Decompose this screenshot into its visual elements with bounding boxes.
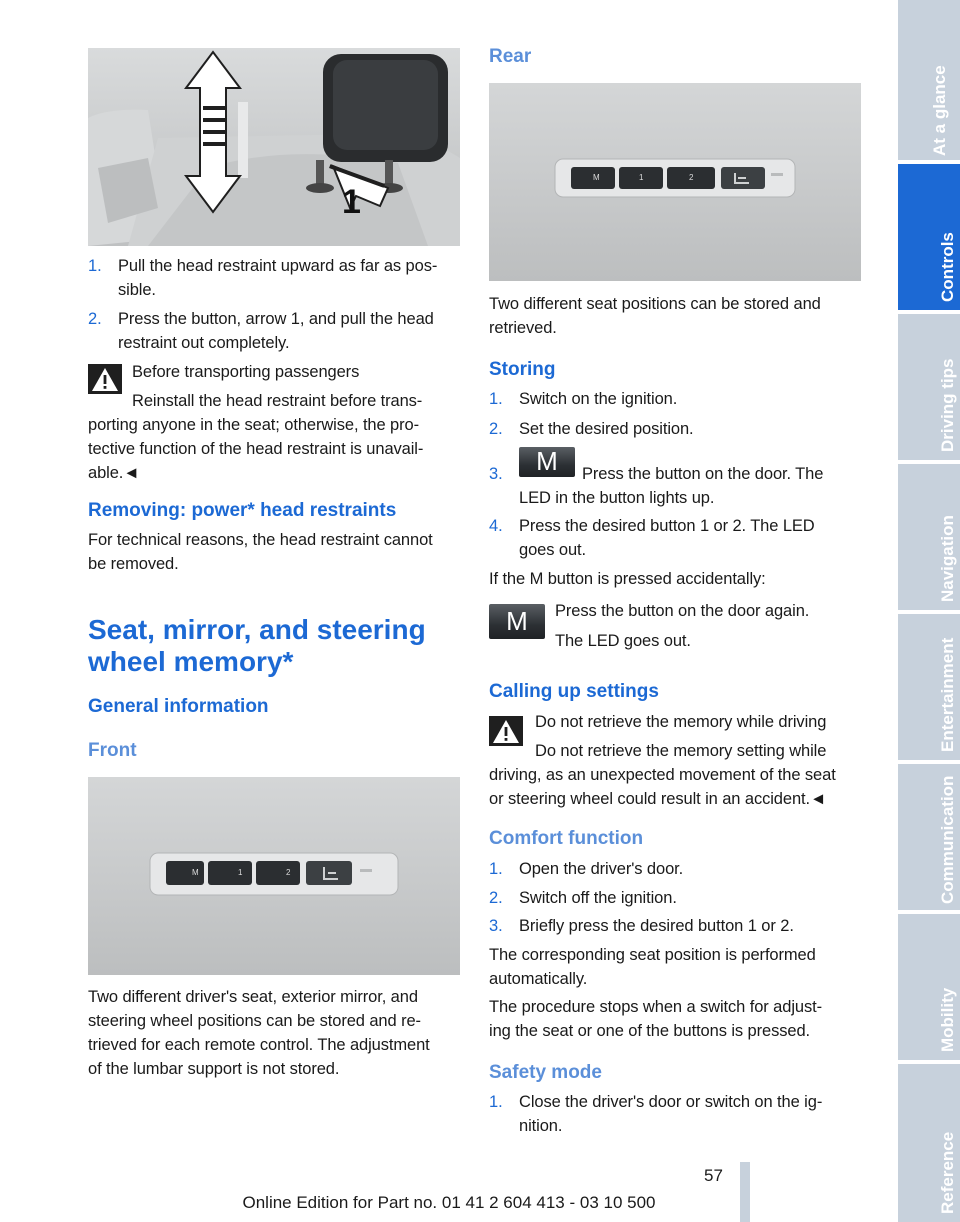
step-line: Switch on the ignition. [519, 390, 678, 408]
headrest-photo [88, 48, 460, 246]
step-line: Switch off the ignition. [519, 889, 677, 907]
step-line: nition. [519, 1117, 563, 1135]
tab-driving-tips[interactable]: Driving tips [898, 314, 960, 460]
text-line: retrieved. [489, 319, 557, 337]
step-number: 1. [489, 1093, 503, 1111]
rear-text [489, 292, 861, 340]
section-heading-calling: Calling up settings [489, 681, 659, 702]
warning-body [88, 413, 460, 485]
chapter-heading-memory [88, 614, 426, 678]
tab-communication[interactable]: Communication [898, 764, 960, 910]
step-line: goes out. [519, 541, 586, 559]
step-text [519, 1090, 822, 1138]
accident-line: The LED goes out. [555, 632, 691, 650]
text-line: For technical reasons, the head restraint cannot [88, 531, 433, 549]
step-number: 3. [489, 917, 503, 935]
step-number: 1. [88, 257, 102, 275]
page-marker [740, 1162, 750, 1222]
step-number: 2. [489, 420, 503, 438]
section-heading-removing: Removing: power* head restraints [88, 500, 397, 521]
step-number: 1. [489, 390, 503, 408]
text-line: ing the seat or one of the buttons is pressed. [489, 1022, 811, 1040]
text-line: The corresponding seat position is performed [489, 946, 816, 964]
heading-line: Seat, mirror, and steering [88, 614, 426, 645]
front-memory-panel-photo [88, 777, 460, 975]
headrest-callout: 1 [342, 183, 361, 221]
page-number: 57 [704, 1166, 723, 1185]
text-line: Two different seat positions can be stored and [489, 295, 821, 313]
section-heading-comfort: Comfort function [489, 828, 644, 849]
warning-title: Do not retrieve the memory while driving [535, 713, 827, 731]
panel-button-2: 2 [286, 868, 291, 877]
panel-button-1: 1 [238, 868, 243, 877]
footer-text: Online Edition for Part no. 01 41 2 604 413 - 03 10 500 [242, 1193, 656, 1212]
headrest-illustration [88, 48, 460, 246]
warning-body [489, 763, 861, 811]
step-text [519, 514, 815, 562]
step-number: 2. [489, 889, 503, 907]
m-button-image [519, 447, 575, 477]
section-heading-front: Front [88, 740, 137, 761]
step-line: Press the desired button 1 or 2. The LED [519, 517, 815, 535]
section-heading-storing: Storing [489, 359, 556, 380]
step-line: Close the driver's door or switch on the ig- [519, 1093, 823, 1111]
step-line: restraint out completely. [118, 334, 290, 352]
warning-icon [88, 364, 122, 394]
text-line: Two different driver's seat, exterior mirror, and [88, 988, 418, 1006]
chapter-sidebar [898, 0, 960, 1222]
tab-entertainment[interactable]: Entertainment [898, 614, 960, 760]
tab-label: At a glance [930, 65, 949, 156]
panel-button-m: M [593, 173, 600, 182]
step-number: 4. [489, 517, 503, 535]
panel-button-m: M [192, 868, 199, 877]
warning-title: Before transporting passengers [132, 363, 360, 381]
step-line: Open the driver's door. [519, 860, 684, 878]
heading-line: wheel memory* [88, 646, 294, 677]
accident-intro: If the M button is pressed accidentally: [489, 570, 766, 588]
warning-line: porting anyone in the seat; otherwise, the pro- [88, 416, 420, 434]
section-heading-general: General information [88, 696, 269, 717]
step-number: 3. [489, 465, 503, 483]
tab-mobility[interactable]: Mobility [898, 914, 960, 1060]
step-line: Set the desired position. [519, 420, 694, 438]
tab-at-a-glance[interactable] [898, 0, 960, 160]
step-line: Press the button, arrow 1, and pull the head [118, 310, 434, 328]
step-line: Press the button on the door. The [582, 465, 824, 483]
rear-memory-panel-photo [489, 83, 861, 281]
panel-button-2: 2 [689, 173, 694, 182]
text-line: steering wheel positions can be stored and re- [88, 1012, 421, 1030]
panel-button-1: 1 [639, 173, 644, 182]
rear-panel-illustration [489, 83, 861, 281]
section-heading-rear: Rear [489, 46, 532, 67]
accident-line: Press the button on the door again. [555, 602, 810, 620]
text-line: trieved for each remote control. The adjustment [88, 1036, 430, 1054]
m-button-image [489, 604, 545, 639]
warning-line: or steering wheel could result in an accident.◄ [489, 790, 827, 808]
warning-line: able.◄ [88, 464, 140, 482]
warning-line: Do not retrieve the memory setting while [535, 742, 827, 760]
step-line: Briefly press the desired button 1 or 2. [519, 917, 794, 935]
step-line: Pull the head restraint upward as far as pos- [118, 257, 438, 275]
front-text [88, 985, 460, 1081]
tab-navigation[interactable]: Navigation [898, 464, 960, 610]
comfort-text [489, 943, 861, 991]
m-button-label: M [536, 445, 558, 476]
warning-line: tective function of the head restraint is unavail- [88, 440, 424, 458]
text-line: of the lumbar support is not stored. [88, 1060, 340, 1078]
text-line: The procedure stops when a switch for adjust- [489, 998, 823, 1016]
section-heading-safety: Safety mode [489, 1062, 602, 1083]
removing-text [88, 528, 460, 576]
text-line: automatically. [489, 970, 588, 988]
warning-line: Reinstall the head restraint before trans- [132, 392, 423, 410]
text-line: be removed. [88, 555, 179, 573]
step-text [118, 307, 460, 355]
warning-line: driving, as an unexpected movement of the seat [489, 766, 836, 784]
step-line: sible. [118, 281, 156, 299]
m-button-label: M [506, 605, 528, 636]
step-number: 2. [88, 310, 102, 328]
memory-panel-illustration [88, 777, 460, 975]
comfort-text [489, 995, 861, 1043]
tab-reference[interactable]: Reference [898, 1064, 960, 1222]
warning-icon [489, 716, 523, 746]
tab-controls[interactable]: Controls [898, 164, 960, 310]
step-text [118, 254, 460, 302]
step-number: 1. [489, 860, 503, 878]
step-line: LED in the button lights up. [519, 489, 715, 507]
